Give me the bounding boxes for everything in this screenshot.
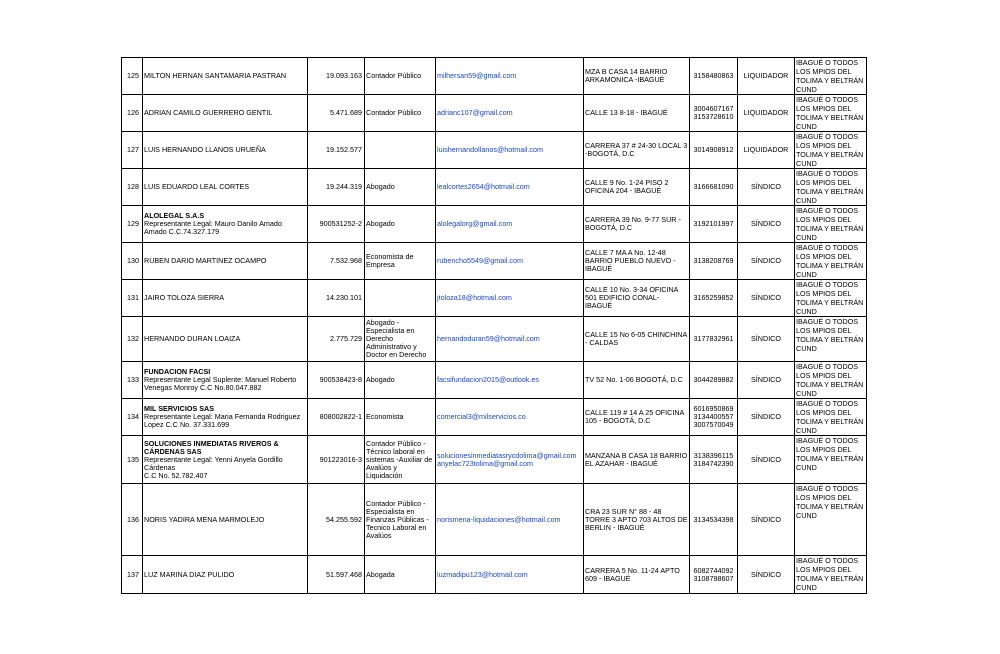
profession: Abogado [365,169,436,206]
name-line: NORIS YADIRA MENA MARMOLEJO [144,514,265,524]
table-row [122,362,867,399]
profession: Economista de Empresa [365,243,436,280]
address: MZA B CASA 14 BARRIO ARKAMONICA -IBAGUÉ [584,58,690,95]
row-number: 136 [122,484,143,556]
profession: Abogada [365,556,436,594]
id-number: 19.093.163 [308,58,365,95]
coverage: IBAGUÉ O TODOS LOS MPIOS DEL TOLIMA Y BELTRÁN CUND [795,58,867,95]
phone-number: 3165259852 [693,293,734,302]
address: CRA 23 SUR N° 88 - 48 TORRE 3 APTO 703 ALTOS DE BERLIN - IBAGUÉ [584,484,690,556]
row-number: 133 [122,362,143,399]
phone-number: 3138208769 [693,256,734,265]
email-cell [436,169,584,206]
table-row [122,556,867,594]
address: CALLE 7 MA A No. 12-48 BARRIO PUEBLO NUEVO - IBAGUÉ [584,243,690,280]
coverage: IBAGUÉ O TODOS LOS MPIOS DEL TOLIMA Y BELTRÁN CUND [795,484,867,556]
name-cell [143,399,308,436]
table-row [122,484,867,556]
phone-number: 6016950869 [693,404,734,413]
phone-number: 3153728610 [693,112,734,121]
name-cell [143,362,308,399]
role: SÍNDICO [738,169,795,206]
email-link[interactable]: anyelac723tolima@gmail.com [437,458,533,468]
coverage: IBAGUÉ O TODOS LOS MPIOS DEL TOLIMA Y BELTRÁN CUND [795,362,867,399]
profession: Abogado - Especialista en Derecho Administrativo y Doctor en Derecho [365,317,436,362]
id-number: 901223016-3 [308,436,365,484]
address: CARRERA 37 # 24-30 LOCAL 3 -BOGOTÁ, D.C [584,132,690,169]
address: CARRERA 5 No. 11-24 APTO 609 - IBAGUÉ [584,556,690,594]
coverage: IBAGUÉ O TODOS LOS MPIOS DEL TOLIMA Y BELTRÁN CUND [795,556,867,594]
row-number: 130 [122,243,143,280]
id-number: 19.152.577 [308,132,365,169]
coverage: IBAGUÉ O TODOS LOS MPIOS DEL TOLIMA Y BELTRÁN CUND [795,317,867,362]
address: CALLE 119 # 14 A 25 OFICINA 105 - BOGOTÁ, D.C [584,399,690,436]
name-line: C.C No. 52.782.407 [144,470,208,480]
name-line: Representante Legal: Maria Fernanda Rodriguez Lopez C.C No. 37.331.699 [144,412,301,429]
table-row [122,132,867,169]
phone-cell [690,132,738,169]
phone-cell [690,58,738,95]
row-number: 137 [122,556,143,594]
email-cell [436,206,584,243]
role: SÍNDICO [738,362,795,399]
phone-cell [690,436,738,484]
email-cell [436,58,584,95]
phone-number: 3007570049 [693,420,734,429]
email-cell [436,317,584,362]
phone-number: 3177832961 [693,334,734,343]
address: MANZANA B CASA 18 BARRIO EL AZAHAR - IBAGUÉ [584,436,690,484]
coverage: IBAGUÉ O TODOS LOS MPIOS DEL TOLIMA Y BELTRÁN CUND [795,399,867,436]
role: SÍNDICO [738,280,795,317]
email-link[interactable]: alolegalorg@gmail.com [437,219,513,228]
phone-number: 3134534398 [693,514,734,524]
email-link[interactable]: adrianc107@gmail.com [437,108,513,117]
profession [365,280,436,317]
row-number: 135 [122,436,143,484]
email-link[interactable]: norismena-liquidaciones@hotmail.com [437,514,561,524]
email-cell [436,436,584,484]
email-cell [436,95,584,132]
email-link[interactable]: rubencho5549@gmail.com [437,256,524,265]
email-cell [436,132,584,169]
email-cell [436,362,584,399]
profession: Abogado [365,362,436,399]
row-number: 134 [122,399,143,436]
phone-cell [690,206,738,243]
profession: Contador Público - Especialista en Finanzas Públicas - Tecnico Laboral en Avalúos [365,484,436,556]
email-link[interactable]: hernandoduran59@hotmail.com [437,334,540,343]
phone-cell [690,95,738,132]
phone-number: 3138396115 [693,450,734,460]
coverage: IBAGUÉ O TODOS LOS MPIOS DEL TOLIMA Y BELTRÁN CUND [795,132,867,169]
table-row [122,58,867,95]
phone-number: 3004607167 [693,104,734,113]
profession: Contador Público [365,95,436,132]
address: TV 52 No. 1-06 BOGOTÁ, D.C [584,362,690,399]
phone-cell [690,484,738,556]
role: LIQUIDADOR [738,58,795,95]
table-row [122,169,867,206]
name-line: Representante Legal Suplente: Manuel Roberto Venegas Monroy C.C No.80.047.882 [144,375,297,392]
name-cell [143,484,308,556]
name-cell [143,169,308,206]
profession: Abogado [365,206,436,243]
table-row [122,95,867,132]
phone-cell [690,243,738,280]
role: SÍNDICO [738,436,795,484]
phone-cell [690,280,738,317]
email-cell [436,243,584,280]
name-cell [143,132,308,169]
id-number: 51.597.468 [308,556,365,594]
role: SÍNDICO [738,484,795,556]
id-number: 7.532.968 [308,243,365,280]
id-number: 900538423-8 [308,362,365,399]
email-link[interactable]: luzmadipu123@hotmail.com [437,569,528,579]
row-number: 127 [122,132,143,169]
row-number: 128 [122,169,143,206]
address: CARRERA 39 No. 9-77 SUR - BOGOTÁ, D.C [584,206,690,243]
phone-number: 3014908912 [693,145,734,154]
name-line: MILTON HERNAN SANTAMARIA PASTRAN [144,71,287,80]
name-cell [143,317,308,362]
phone-number: 3184742390 [693,458,734,468]
table-row [122,399,867,436]
name-line: ADRIAN CAMILO GUERRERO GENTIL [144,108,273,117]
coverage: IBAGUÉ O TODOS LOS MPIOS DEL TOLIMA Y BELTRÁN CUND [795,280,867,317]
coverage: IBAGUÉ O TODOS LOS MPIOS DEL TOLIMA Y BELTRÁN CUND [795,206,867,243]
name-cell [143,243,308,280]
name-line: Representante Legal: Mauro Danilo Amado Amado C.C.74.327.179 [144,219,282,236]
id-number: 2.775.729 [308,317,365,362]
id-number: 19.244.319 [308,169,365,206]
id-number: 14.230.101 [308,280,365,317]
profession: Contador Público - Técnico laboral en sistemas -Auxiliar de Avalúos y Liquidación [365,436,436,484]
name-line: LUIS EDUARDO LEAL CORTES [144,182,250,191]
phone-number: 3044289882 [693,375,734,384]
name-cell [143,206,308,243]
phone-cell [690,362,738,399]
table-row [122,280,867,317]
coverage: IBAGUÉ O TODOS LOS MPIOS DEL TOLIMA Y BELTRÁN CUND [795,436,867,484]
role: LIQUIDADOR [738,95,795,132]
role: SÍNDICO [738,556,795,594]
email-link[interactable]: lealcortes2654@hotmail.com [437,182,530,191]
id-number: 5.471.689 [308,95,365,132]
company-name: FUNDACION FACSI [144,367,211,376]
name-cell [143,436,308,484]
email-cell [436,484,584,556]
role: SÍNDICO [738,206,795,243]
name-line: JAIRO TOLOZA SIERRA [144,293,225,302]
address: CALLE 10 No. 3-34 OFICINA 501 EDIFICIO CONAL- IBAGUÉ [584,280,690,317]
address: CALLE 15 No 6-05 CHINCHINA - CALDAS [584,317,690,362]
company-name: MIL SERVICIOS SAS [144,404,215,413]
company-name: SOLUCIONES INMEDIATAS RIVEROS & CÁRDENAS SAS [144,438,279,456]
phone-number: 3166681090 [693,182,734,191]
name-line: Representante Legal: Yenni Anyela Gordillo Cárdenas [144,454,283,472]
id-number: 54.255.592 [308,484,365,556]
address: CALLE 9 No. 1-24 PISO 2 OFICINA 204 - IBAGUÉ [584,169,690,206]
email-cell [436,280,584,317]
phone-number: 3158480863 [693,71,734,80]
email-link[interactable]: comercial3@milservicios.co [437,412,526,421]
email-link[interactable]: jtoloza18@hotmail.com [437,293,512,302]
phone-number: 3108798607 [693,573,734,583]
id-number: 808002822-1 [308,399,365,436]
name-cell [143,58,308,95]
company-name: ALOLEGAL S.A.S [144,211,205,220]
table-body [122,58,867,594]
profession [365,132,436,169]
profession: Economista [365,399,436,436]
phone-number: 3192101997 [693,219,734,228]
row-number: 129 [122,206,143,243]
row-number: 126 [122,95,143,132]
name-line: LUZ MARINA DIAZ PULIDO [144,569,235,579]
coverage: IBAGUÉ O TODOS LOS MPIOS DEL TOLIMA Y BELTRÁN CUND [795,95,867,132]
registry-table [121,57,867,594]
phone-number: 3134400557 [693,412,734,421]
table-row [122,206,867,243]
name-cell [143,556,308,594]
table-row [122,317,867,362]
table-row [122,436,867,484]
role: SÍNDICO [738,243,795,280]
role: SÍNDICO [738,317,795,362]
name-cell [143,95,308,132]
role: SÍNDICO [738,399,795,436]
email-link[interactable]: solucionesinmediatasrycdolima@gmail.com [437,450,577,460]
phone-number: 6082744092 [693,565,734,575]
row-number: 131 [122,280,143,317]
phone-cell [690,556,738,594]
email-link[interactable]: luishernandollanos@hotmail.com [437,145,543,154]
email-link[interactable]: facsifundacion2015@outlook.es [437,375,540,384]
name-cell [143,280,308,317]
role: LIQUIDADOR [738,132,795,169]
address: CALLE 13 8-18 - IBAGUÉ [584,95,690,132]
profession: Contador Público [365,58,436,95]
row-number: 125 [122,58,143,95]
name-line: HERNANDO DURAN LOAIZA [144,334,241,343]
phone-cell [690,169,738,206]
coverage: IBAGUÉ O TODOS LOS MPIOS DEL TOLIMA Y BELTRÁN CUND [795,243,867,280]
name-line: LUIS HERNANDO LLANOS URUEÑA [144,145,266,154]
email-cell [436,556,584,594]
table-row [122,243,867,280]
id-number: 900531252-2 [308,206,365,243]
row-number: 132 [122,317,143,362]
name-line: RUBEN DARIO MARTINEZ OCAMPO [144,256,267,265]
email-cell [436,399,584,436]
coverage: IBAGUÉ O TODOS LOS MPIOS DEL TOLIMA Y BELTRÁN CUND [795,169,867,206]
phone-cell [690,317,738,362]
email-link[interactable]: milhersan59@gmail.com [437,71,517,80]
phone-cell [690,399,738,436]
